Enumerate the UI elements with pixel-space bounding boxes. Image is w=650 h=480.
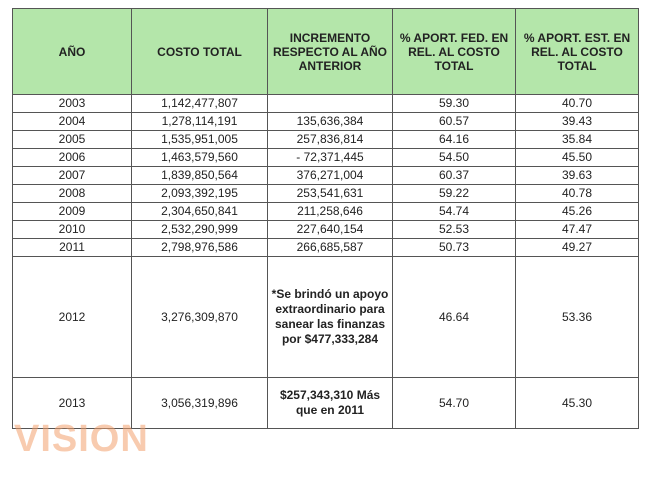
cell-year: 2013 <box>13 378 132 429</box>
cell-est: 53.36 <box>516 257 639 378</box>
vision-watermark-logo: VISION <box>14 418 149 460</box>
cell-increment: 266,685,587 <box>268 239 393 257</box>
cell-cost: 3,056,319,896 <box>132 378 268 429</box>
cell-est: 45.50 <box>516 149 639 167</box>
cell-year: 2007 <box>13 167 132 185</box>
cell-fed: 54.74 <box>393 203 516 221</box>
cell-fed: 64.16 <box>393 131 516 149</box>
cell-est: 49.27 <box>516 239 639 257</box>
cell-increment-note: *Se brindó un apoyo extraordinario para sanear las finanzas por $477,333,284 <box>268 257 393 378</box>
cell-fed: 52.53 <box>393 221 516 239</box>
cell-est: 45.26 <box>516 203 639 221</box>
cell-year: 2006 <box>13 149 132 167</box>
cost-table <box>12 8 639 429</box>
table-row <box>13 185 639 203</box>
cell-est: 40.78 <box>516 185 639 203</box>
table-row <box>13 167 639 185</box>
table-row <box>13 149 639 167</box>
cell-increment: 211,258,646 <box>268 203 393 221</box>
cell-increment: 227,640,154 <box>268 221 393 239</box>
cell-cost: 2,532,290,999 <box>132 221 268 239</box>
cell-fed: 50.73 <box>393 239 516 257</box>
cell-cost: 1,535,951,005 <box>132 131 268 149</box>
cell-year: 2012 <box>13 257 132 378</box>
cell-cost: 1,278,114,191 <box>132 113 268 131</box>
cell-est: 47.47 <box>516 221 639 239</box>
cell-increment: 257,836,814 <box>268 131 393 149</box>
cell-year: 2004 <box>13 113 132 131</box>
header-year: AÑO <box>13 9 132 95</box>
cell-est: 39.43 <box>516 113 639 131</box>
header-fed-percent: % APORT. FED. EN REL. AL COSTO TOTAL <box>393 9 516 95</box>
data-table-container <box>12 8 638 429</box>
cell-fed: 59.22 <box>393 185 516 203</box>
cell-year: 2003 <box>13 95 132 113</box>
cell-year: 2009 <box>13 203 132 221</box>
header-row <box>13 9 639 95</box>
table-row <box>13 113 639 131</box>
cell-fed: 59.30 <box>393 95 516 113</box>
cell-increment: - 72,371,445 <box>268 149 393 167</box>
cell-fed: 60.57 <box>393 113 516 131</box>
cell-cost: 3,276,309,870 <box>132 257 268 378</box>
cell-increment: 135,636,384 <box>268 113 393 131</box>
cell-fed: 46.64 <box>393 257 516 378</box>
cell-cost: 2,798,976,586 <box>132 239 268 257</box>
cell-cost: 2,304,650,841 <box>132 203 268 221</box>
table-row <box>13 378 639 429</box>
cell-est: 35.84 <box>516 131 639 149</box>
cell-est: 45.30 <box>516 378 639 429</box>
table-row <box>13 221 639 239</box>
cell-year: 2011 <box>13 239 132 257</box>
header-increment: INCREMENTO RESPECTO AL AÑO ANTERIOR <box>268 9 393 95</box>
cell-cost: 1,142,477,807 <box>132 95 268 113</box>
cell-cost: 2,093,392,195 <box>132 185 268 203</box>
header-total-cost: COSTO TOTAL <box>132 9 268 95</box>
cell-fed: 54.50 <box>393 149 516 167</box>
cell-cost: 1,463,579,560 <box>132 149 268 167</box>
table-row <box>13 203 639 221</box>
cell-est: 40.70 <box>516 95 639 113</box>
cell-increment: 376,271,004 <box>268 167 393 185</box>
cell-increment-note: $257,343,310 Más que en 2011 <box>268 378 393 429</box>
table-row <box>13 131 639 149</box>
cell-year: 2010 <box>13 221 132 239</box>
table-row <box>13 239 639 257</box>
cell-increment: 253,541,631 <box>268 185 393 203</box>
cell-increment <box>268 95 393 113</box>
header-est-percent: % APORT. EST. EN REL. AL COSTO TOTAL <box>516 9 639 95</box>
cell-year: 2005 <box>13 131 132 149</box>
cell-year: 2008 <box>13 185 132 203</box>
cell-fed: 54.70 <box>393 378 516 429</box>
cell-est: 39.63 <box>516 167 639 185</box>
cell-cost: 1,839,850,564 <box>132 167 268 185</box>
cell-fed: 60.37 <box>393 167 516 185</box>
table-row <box>13 95 639 113</box>
table-row <box>13 257 639 378</box>
